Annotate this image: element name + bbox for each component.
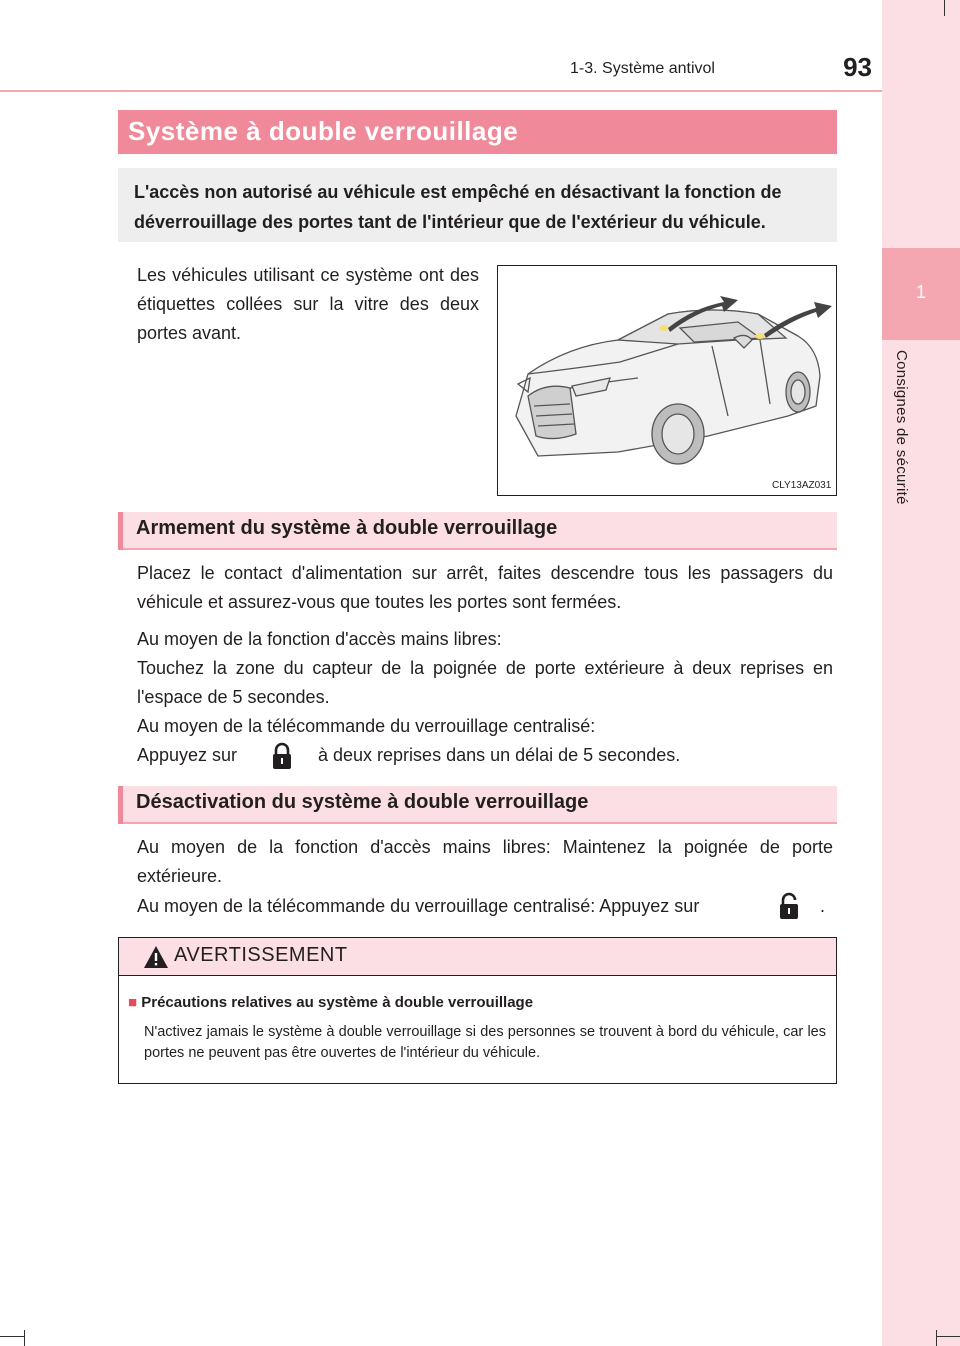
chapter-number: 1 [915, 282, 926, 302]
deactivation-remote-text: Au moyen de la télécommande du verrouillage centralisé: Appuyez sur [137, 896, 700, 916]
crop-mark [936, 1330, 937, 1346]
square-bullet-icon: ■ [128, 994, 138, 1011]
intro-text: L'accès non autorisé au véhicule est empêché en désactivant la fonction de déverrouillage des portes tant de l'intérieur que de l'extérieur du véhicule. [134, 182, 782, 232]
warning-title: AVERTISSEMENT [174, 944, 348, 966]
car-drawing [498, 266, 836, 495]
arming-remote-press: Appuyez sur [137, 745, 238, 765]
warning-triangle-icon [143, 945, 169, 974]
header-rule [0, 90, 882, 92]
warning-subtitle-text: Précautions relatives au système à double verrouillage [141, 994, 534, 1011]
arming-handsfree-label: Au moyen de la fonction d'accès mains libres: [137, 629, 502, 649]
crop-mark [936, 1336, 960, 1337]
illustration-code: CLY13AZ031 [772, 480, 832, 491]
deactivation-remote-period: . [820, 896, 826, 916]
arming-paragraph-1: Placez le contact d'alimentation sur arrêt, faites descendre tous les passagers du véhicule et assurez-vous que toutes les portes sont fermées. [137, 563, 833, 612]
car-illustration [497, 265, 837, 496]
deactivation-heading: Désactivation du système à double verrouillage [136, 791, 589, 813]
section-title: Système à double verrouillage [128, 116, 519, 146]
crop-mark [24, 1330, 25, 1346]
warning-subtitle [128, 994, 533, 1011]
deactivation-heading-accent [118, 786, 123, 824]
page-number: 93 [843, 52, 872, 82]
arming-handsfree-text: Touchez la zone du capteur de la poignée de porte extérieure à deux reprises en l'espace de 5 secondes. [137, 658, 833, 707]
warning-body: N'activez jamais le système à double verrouillage si des personnes se trouvent à bord du véhicule, car les portes ne peuvent pas être ouvertes de l'intérieur du véhicule. [144, 1024, 826, 1061]
unlock-icon [778, 892, 800, 920]
labels-paragraph: Les véhicules utilisant ce système ont des étiquettes collées sur la vitre des deux portes avant. [137, 265, 479, 343]
section-label: 1-3. Système antivol [570, 60, 715, 77]
arming-remote-label: Au moyen de la télécommande du verrouillage centralisé: [137, 716, 596, 736]
arming-heading-accent [118, 512, 123, 550]
arming-remote-count: à deux reprises dans un délai de 5 secondes. [318, 745, 681, 765]
chapter-label: Consignes de sécurité [893, 350, 910, 505]
crop-mark [944, 0, 945, 16]
crop-mark [0, 1336, 24, 1337]
chapter-tab-strip [882, 0, 960, 1346]
lock-icon [271, 742, 293, 770]
deactivation-handsfree-text: Au moyen de la fonction d'accès mains libres: Maintenez la poignée de porte extérieure. [137, 837, 833, 886]
arming-heading: Armement du système à double verrouillage [136, 517, 558, 539]
